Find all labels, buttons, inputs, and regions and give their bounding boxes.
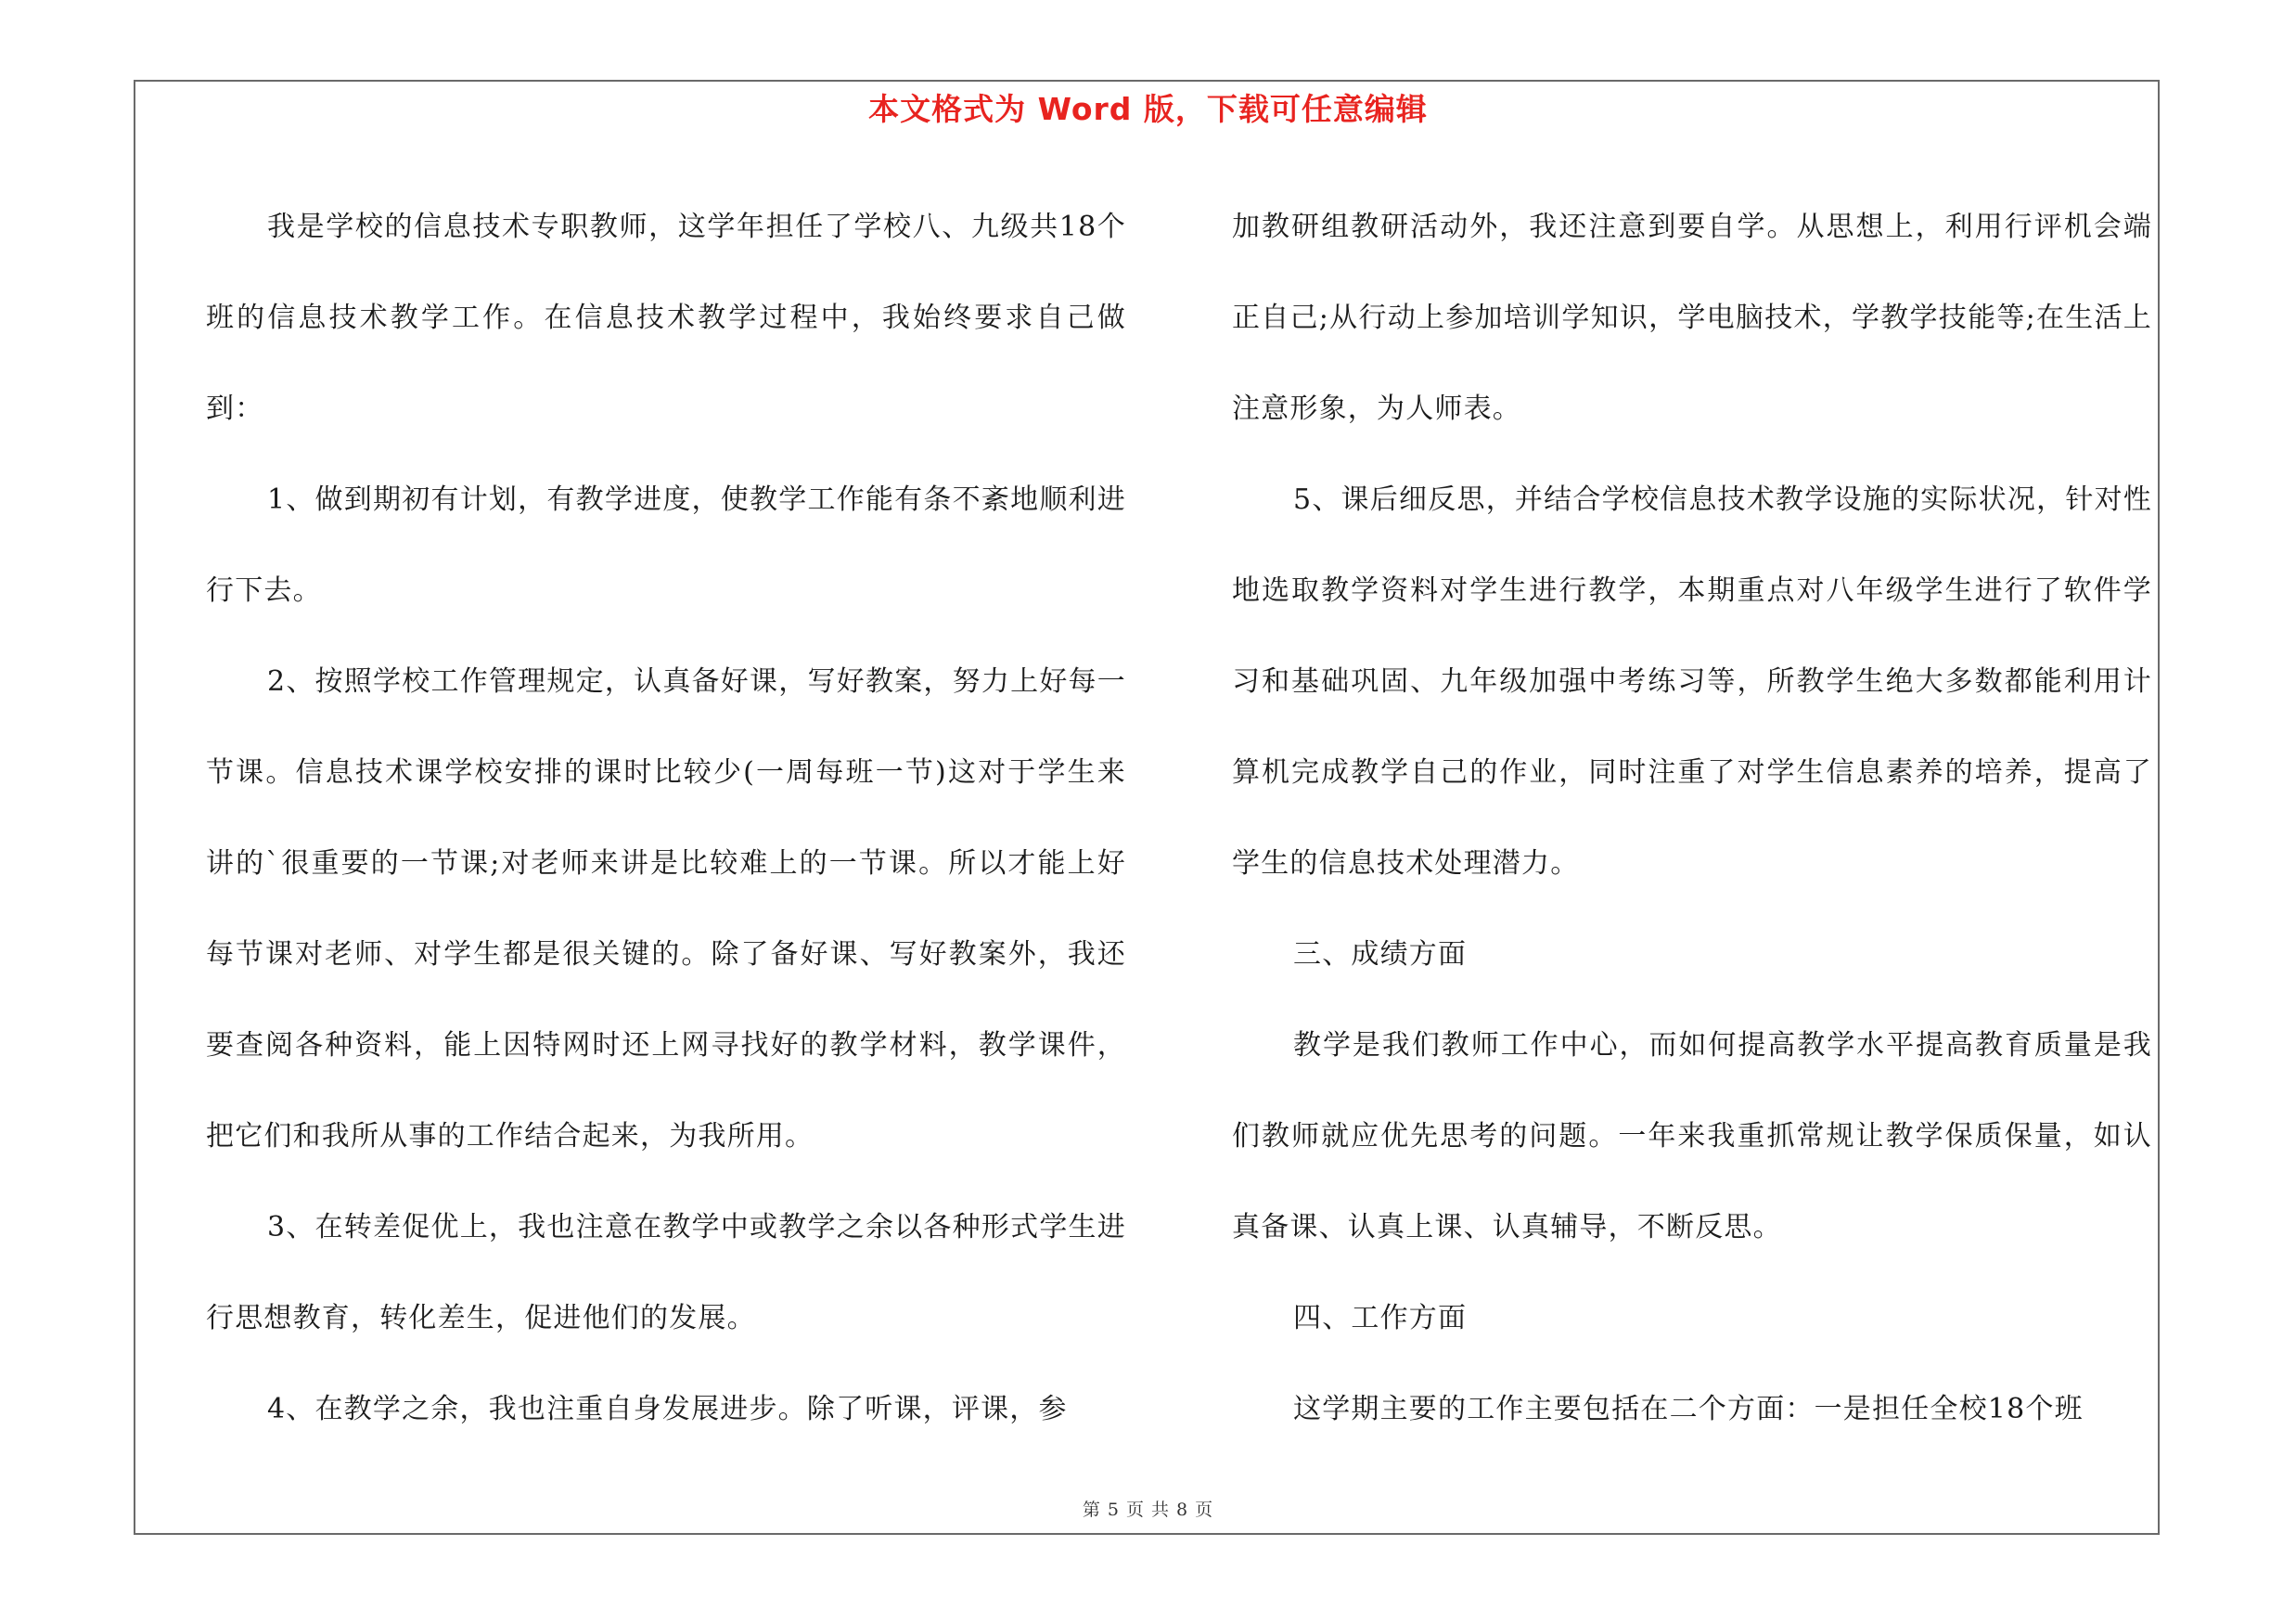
left-text-column: [206, 182, 1126, 1455]
paragraph-work: 这学期主要的工作主要包括在二个方面：一是担任全校18个班: [1293, 1393, 2084, 1425]
paragraph-item-1: 1、做到期初有计划，有教学进度，使教学工作能有条不紊地顺利进行下去。: [206, 483, 1126, 607]
section-heading-achievements: 三、成绩方面: [1293, 938, 1468, 971]
paragraph-item-4-continued: 加教研组教研活动外，我还注意到要自学。从思想上，利用行评机会端正自己;从行动上参加培训学知识，学电脑技术，学教学技能等;在生活上注意形象，为人师表。: [1232, 211, 2152, 425]
paragraph-intro: 我是学校的信息技术专职教师，这学年担任了学校八、九级共18个班的信息技术教学工作。在信息技术教学过程中，我始终要求自己做到：: [206, 211, 1126, 425]
paragraph-achievements: 教学是我们教师工作中心，而如何提高教学水平提高教育质量是我们教师就应优先思考的问题。一年来我重抓常规让教学保质保量，如认真备课、认真上课、认真辅导，不断反思。: [1232, 1029, 2152, 1243]
section-heading-work: 四、工作方面: [1293, 1302, 1468, 1334]
paragraph-item-2: 2、按照学校工作管理规定，认真备好课，写好教案，努力上好每一节课。信息技术课学校安排的课时比较少(一周每班一节)这对于学生来讲的`很重要的一节课;对老师来讲是比较难上的一节课。所以才能上好每节课对老师、对学生都是很关键的。除了备好课、写好教案外，我还要查阅各种资料，能上因特网时还上网寻找好的教学材料，教学课件，把它们和我所从事的工作结合起来，为我所用。: [206, 665, 1126, 1153]
right-text-column: [1232, 182, 2152, 1455]
paragraph-item-3: 3、在转差促优上，我也注意在教学中或教学之余以各种形式学生进行思想教育，转化差生，促进他们的发展。: [206, 1211, 1126, 1334]
page-number-footer: 第 5 页 共 8 页: [1082, 1500, 1214, 1520]
format-notice-banner: 本文格式为 Word 版，下载可任意编辑: [868, 91, 1428, 127]
paragraph-item-4-start: 4、在教学之余，我也注重自身发展进步。除了听课，评课，参: [267, 1393, 1068, 1425]
paragraph-item-5: 5、课后细反思，并结合学校信息技术教学设施的实际状况，针对性地选取教学资料对学生进行教学，本期重点对八年级学生进行了软件学习和基础巩固、九年级加强中考练习等，所教学生绝大多数都能利用计算机完成教学自己的作业，同时注重了对学生信息素养的培养，提高了学生的信息技术处理潜力。: [1232, 483, 2152, 880]
